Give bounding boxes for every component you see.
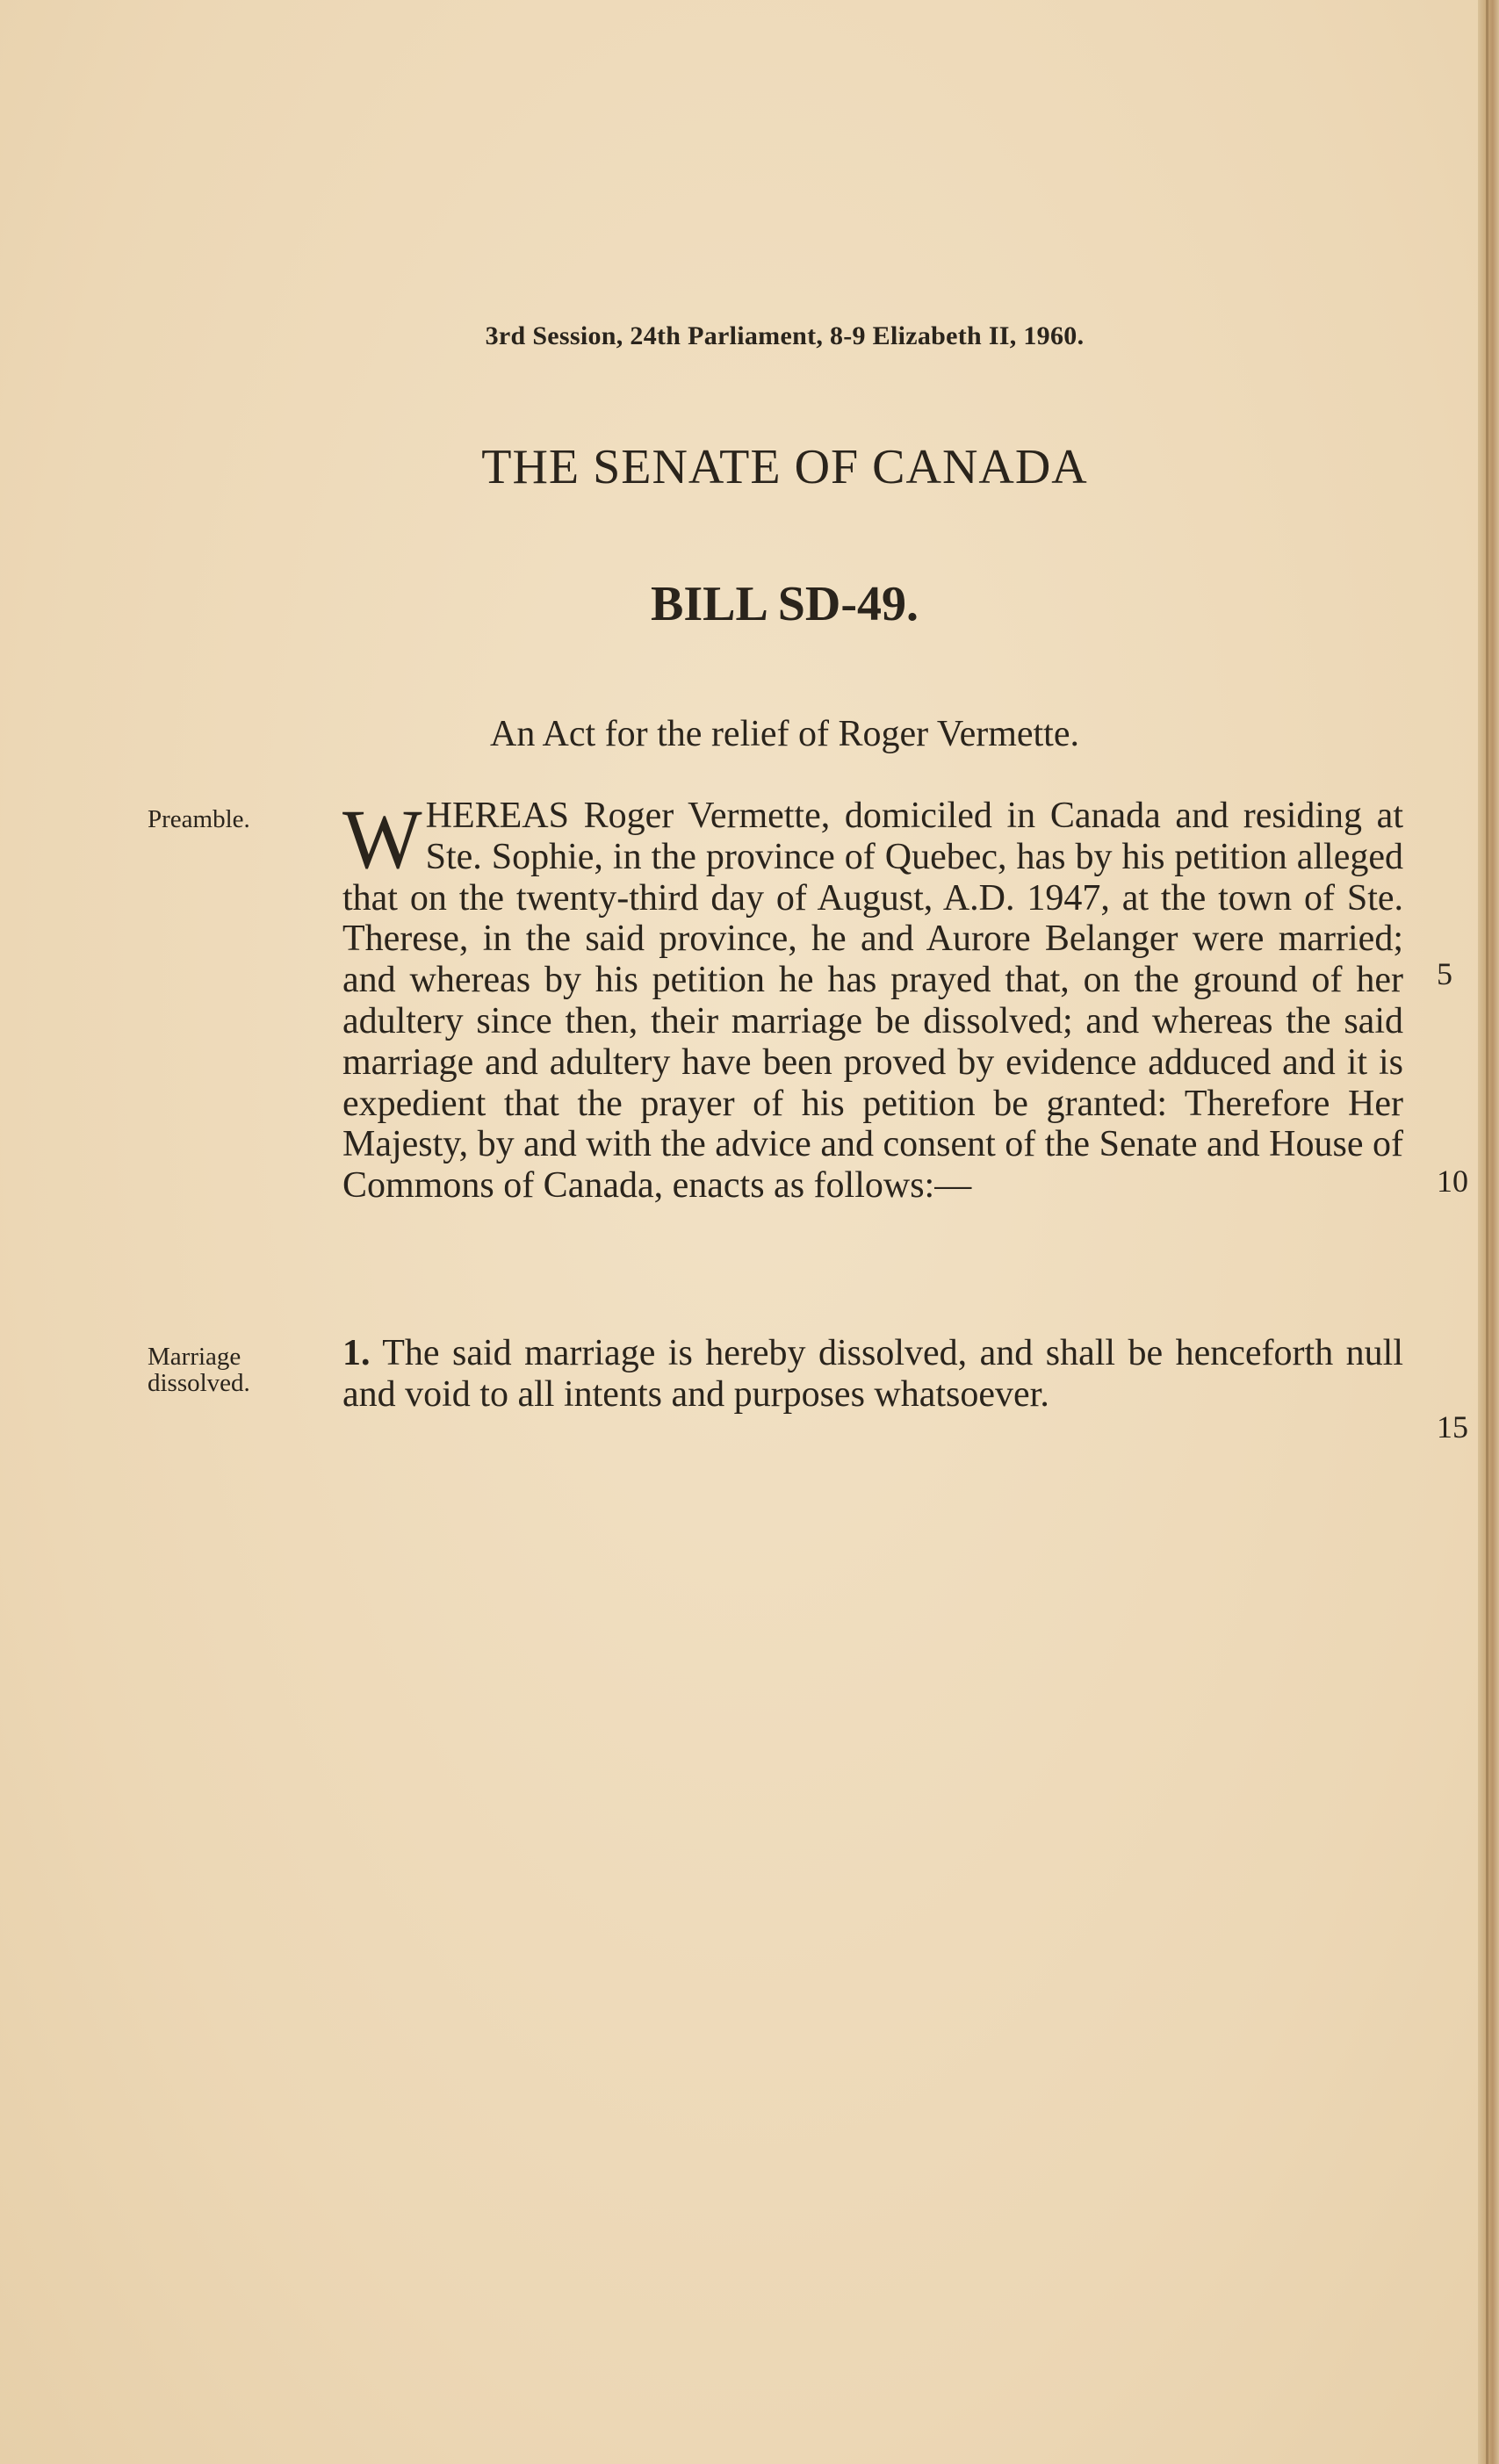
page-edge xyxy=(1478,0,1499,2464)
page-edge-shadow xyxy=(1486,0,1488,2464)
section-number: 1. xyxy=(342,1333,371,1373)
session-line: 3rd Session, 24th Parliament, 8-9 Elizabeth II, 1960. xyxy=(485,321,1085,350)
senate-title: THE SENATE OF CANADA xyxy=(481,440,1088,494)
preamble-paragraph xyxy=(342,792,1403,1207)
section-1-paragraph xyxy=(342,1333,1403,1416)
act-title: An Act for the relief of Roger Vermette. xyxy=(490,714,1079,754)
line-number-15: 15 xyxy=(1437,1409,1468,1445)
margin-note-preamble: Preamble. xyxy=(148,805,250,833)
line-number-5: 5 xyxy=(1437,956,1452,991)
bill-title: BILL SD-49. xyxy=(651,577,919,631)
margin-note-marriage-dissolved: Marriage dissolved. xyxy=(148,1343,250,1397)
drop-cap: W xyxy=(342,792,422,886)
section-1-text: The said marriage is hereby dissolved, and shall be henceforth null and void to all intents and purposes whatsoever. xyxy=(342,1333,1404,1415)
preamble-text: HEREAS Roger Vermette, domiciled in Canada and residing at Ste. Sophie, in the province of Quebec, has by his petition alleged that on the twenty-third day of August, A.D. 1947, at the town of Ste. Therese, in the said province, he and Aurore Belanger were married; and whereas by his petition he has prayed that, on the ground of her adultery since then, their marriage be dissolved; and whereas the said marriage and adultery have been proved by evidence adduced and it is expedient that the prayer of his petition be granted: Therefore Her Majesty, by and with the advice and consent of the Senate and House of Commons of Canada, enacts as follows:— xyxy=(342,796,1403,1207)
line-number-10: 10 xyxy=(1437,1164,1468,1199)
